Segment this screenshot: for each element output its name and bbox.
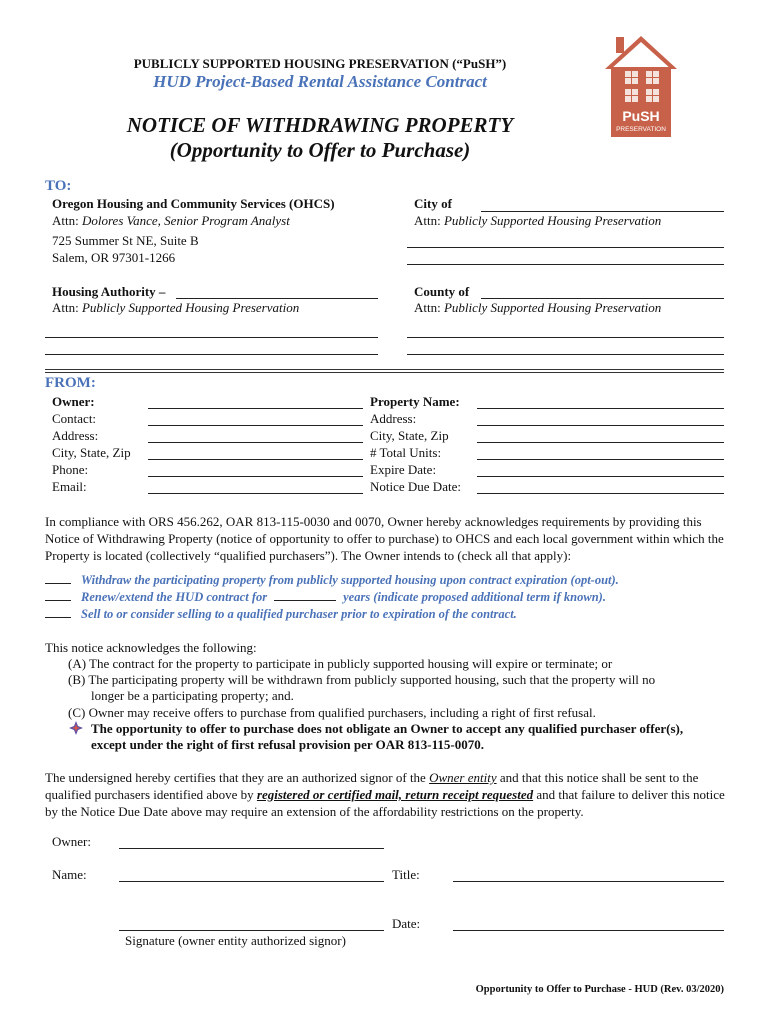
owner-city-state-zip-input[interactable] [148,459,363,460]
county-address-field-2[interactable] [407,354,724,355]
program-heading: PUBLICLY SUPPORTED HOUSING PRESERVATION (“PuSH”) [133,56,507,71]
contract-type-heading: HUD Project-Based Rental Assistance Contract [153,72,487,91]
property-name-label: Property Name: [370,394,460,409]
owner-entity-text: Owner entity [429,770,497,785]
ohcs-name: Oregon Housing and Community Services (OHCS) [52,196,335,211]
signature-name-input[interactable] [119,881,384,882]
owner-address-input[interactable] [148,442,363,443]
city-address-field-2[interactable] [407,264,724,265]
housing-authority-attn: Attn: Publicly Supported Housing Preservation [52,300,300,315]
house-logo-icon [603,33,679,137]
email-field-label: Email: [52,479,87,494]
housing-authority-address-field-2[interactable] [45,354,378,355]
email-input[interactable] [148,493,363,494]
housing-authority-address-field-1[interactable] [45,337,378,338]
mail-method-text: registered or certified mail, return receipt requested [256,787,534,802]
acknowledge-item-a: (A) The contract for the property to participate in publicly supported housing will expire or terminate; or [68,656,613,671]
notice-subtitle: (Opportunity to Offer to Purchase) [169,138,471,162]
acknowledge-note-line2: except under the right of first refusal provision per OAR 813-115-0070. [91,737,484,752]
county-name-field[interactable] [481,298,724,299]
housing-authority-label: Housing Authority – [52,284,166,299]
acknowledge-item-b-line1: (B) The participating property will be withdrawn from publicly supported housing, such that the property will no [68,672,656,687]
option-renew-row [45,588,606,606]
county-label: County of [414,284,470,299]
acknowledge-item-c: (C) Owner may receive offers to purchase from qualified purchasers, including a right of first refusal. [68,705,596,720]
logo-name: PuSH [622,108,660,124]
signature-title-label: Title: [392,867,420,882]
owner-city-state-zip-field-label: City, State, Zip [52,445,131,460]
option-sell-text: Sell to or consider selling to a qualified purchaser prior to expiration of the contract. [81,607,517,621]
city-label: City of [414,196,452,211]
option-renew-checkbox[interactable] [45,590,71,601]
signature-date-label: Date: [392,916,421,931]
option-opt-out-checkbox[interactable] [45,573,71,584]
footer-revision: Opportunity to Offer to Purchase - HUD (Rev. 03/2020) [475,984,724,995]
contact-input[interactable] [148,425,363,426]
from-heading: FROM: [45,375,96,391]
signature-date-input[interactable] [453,930,724,931]
arrow-bullet-icon [69,721,83,740]
housing-authority-name-field[interactable] [176,298,378,299]
property-name-input[interactable] [477,408,724,409]
owner-field-label: Owner: [52,394,95,409]
property-address-input[interactable] [477,425,724,426]
push-preservation-logo [603,33,679,137]
property-address-label: Address: [370,411,417,426]
property-city-state-zip-label: City, State, Zip [370,428,449,443]
expire-date-label: Expire Date: [370,462,437,477]
total-units-label: # Total Units: [370,445,442,460]
owner-input[interactable] [148,408,363,409]
property-city-state-zip-input[interactable] [477,442,724,443]
compliance-paragraph: In compliance with ORS 456.262, OAR 813-115-0030 and 0070, Owner hereby acknowledges requirements by providing this Notice of Withdrawing Property (notice of opportunity to offer to purchase) to OHCS and each local government within which the Property is located (collectively “qualified purchasers”). The Owner intends to (check all that apply): [45,514,724,563]
ohcs-address-line2: Salem, OR 97301-1266 [52,250,176,265]
owner-address-field-label: Address: [52,428,99,443]
city-attn: Attn: Publicly Supported Housing Preservation [414,213,662,228]
acknowledges-intro: This notice acknowledges the following: [45,640,257,655]
county-attn: Attn: Publicly Supported Housing Preservation [414,300,662,315]
signature-name-label: Name: [52,867,87,882]
option-sell-row [45,605,517,623]
total-units-input[interactable] [477,459,724,460]
ohcs-attn: Attn: Dolores Vance, Senior Program Analyst [52,213,290,228]
notice-due-date-label: Notice Due Date: [370,479,461,494]
acknowledge-note-line1: The opportunity to offer to purchase does not obligate an Owner to accept any qualified purchaser offer(s), [91,721,684,736]
option-opt-out-text: Withdraw the participating property from publicly supported housing upon contract expiration (opt-out). [81,573,619,587]
phone-input[interactable] [148,476,363,477]
renew-years-input[interactable] [274,590,336,601]
section-divider-bottom [45,372,724,373]
signature-title-input[interactable] [453,881,724,882]
certification-paragraph: The undersigned hereby certifies that they are an authorized signor of the Owner entity and that this notice shall be sent to the qualified purchasers identified above by registered or certified mail, return receipt requested and that failure to deliver this notice by the Notice Due Date above may require an extension of the affordability restrictions on the property. [45,770,725,819]
contact-field-label: Contact: [52,411,97,426]
section-divider-top [45,369,724,370]
ohcs-address-line1: 725 Summer St NE, Suite B [52,233,199,248]
signature-caption: Signature (owner entity authorized signor) [125,933,346,948]
logo-subtitle: PRESERVATION [616,126,666,133]
expire-date-input[interactable] [477,476,724,477]
notice-due-date-input[interactable] [477,493,724,494]
signature-owner-label: Owner: [52,834,91,849]
city-address-field-1[interactable] [407,247,724,248]
acknowledge-item-b-line2: longer be a participating property; and. [91,688,294,703]
signature-owner-input[interactable] [119,848,384,849]
option-renew-text-b: years (indicate proposed additional term if known). [343,590,606,604]
city-name-field[interactable] [481,211,724,212]
option-renew-text-a: Renew/extend the HUD contract for [81,590,268,604]
option-opt-out-row [45,571,619,589]
phone-field-label: Phone: [52,462,89,477]
to-heading: TO: [45,178,72,194]
option-sell-checkbox[interactable] [45,607,71,618]
county-address-field-1[interactable] [407,337,724,338]
signature-input[interactable] [119,930,384,931]
notice-title: NOTICE OF WITHDRAWING PROPERTY [126,113,514,137]
